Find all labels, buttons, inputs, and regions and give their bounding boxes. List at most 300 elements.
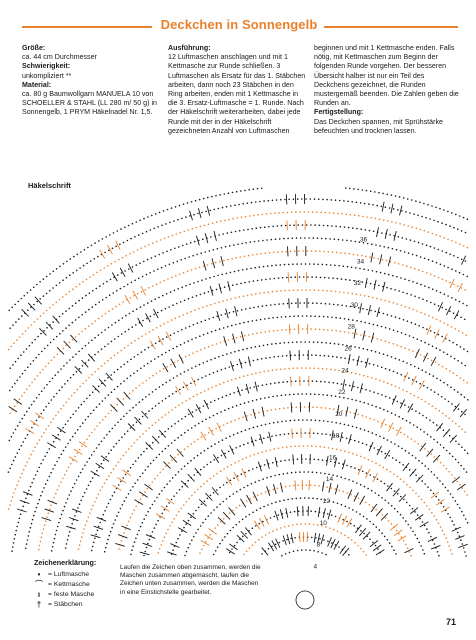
chain-stitch-mark <box>16 484 18 486</box>
chain-stitch-mark <box>220 342 222 344</box>
chain-stitch-mark <box>456 344 458 346</box>
double-crochet-mark <box>179 355 184 364</box>
chain-stitch-mark <box>228 192 230 194</box>
chain-stitch-mark <box>408 406 410 408</box>
double-crochet-mark <box>289 324 290 334</box>
chain-stitch-mark <box>428 344 430 346</box>
chain-stitch-mark <box>43 278 45 280</box>
chain-stitch-mark <box>105 547 107 549</box>
chain-stitch-mark <box>379 436 381 438</box>
chain-stitch-mark <box>207 464 209 466</box>
chain-stitch-mark <box>414 241 416 243</box>
chain-stitch-mark <box>31 342 33 344</box>
chain-stitch-mark <box>370 310 372 312</box>
chain-stitch-mark <box>237 475 239 477</box>
chain-stitch-mark <box>152 391 154 393</box>
chain-stitch-mark <box>56 461 58 463</box>
chain-stitch-mark <box>71 523 73 525</box>
chain-stitch-mark <box>255 542 257 544</box>
chain-stitch-mark <box>85 419 87 421</box>
chain-stitch-mark <box>374 191 376 193</box>
chain-stitch-mark <box>330 264 332 266</box>
chain-stitch-mark <box>96 447 98 449</box>
chain-stitch-mark <box>114 371 116 373</box>
chain-stitch-mark <box>145 469 147 471</box>
chain-stitch-mark <box>389 369 391 371</box>
chain-stitch-mark <box>79 267 81 269</box>
chain-stitch-mark <box>203 265 205 267</box>
chain-stitch-mark <box>68 325 70 327</box>
chain-stitch-mark <box>280 199 282 201</box>
chain-stitch-mark <box>327 225 329 227</box>
chain-stitch-mark <box>19 336 21 338</box>
chain-stitch-mark <box>37 443 39 445</box>
chain-stitch-mark <box>120 288 122 290</box>
chain-stitch-mark <box>169 264 171 266</box>
chain-stitch-mark <box>331 225 333 227</box>
chain-stitch-mark <box>47 345 49 347</box>
chain-stitch-mark <box>64 506 66 508</box>
double-crochet-mark <box>415 515 423 521</box>
chain-stitch-mark <box>278 474 280 476</box>
chain-stitch-mark <box>312 498 314 500</box>
chain-stitch-mark <box>391 356 393 358</box>
chain-stitch-mark <box>276 369 278 371</box>
chain-stitch-mark <box>107 377 109 379</box>
chain-stitch-mark <box>37 503 39 505</box>
chain-stitch-mark <box>132 486 134 488</box>
chain-stitch-mark <box>215 262 217 264</box>
chain-stitch-mark <box>254 267 256 269</box>
chain-stitch-mark <box>183 203 185 205</box>
chain-stitch-mark <box>319 329 321 331</box>
chain-stitch-mark <box>195 532 197 534</box>
chain-stitch-mark <box>416 282 418 284</box>
chain-stitch-mark <box>239 323 241 325</box>
chain-stitch-mark <box>393 473 395 475</box>
page-number: 71 <box>445 617 456 627</box>
chain-stitch-mark <box>36 301 38 303</box>
chain-stitch-mark <box>205 320 207 322</box>
chain-stitch-mark <box>141 291 143 293</box>
chain-stitch-mark <box>462 332 464 334</box>
chain-stitch-mark <box>191 427 193 429</box>
chain-stitch-mark <box>341 383 343 385</box>
chain-stitch-mark <box>319 316 321 318</box>
chain-stitch-mark <box>217 524 219 526</box>
chain-stitch-mark <box>313 237 315 239</box>
chain-stitch-mark <box>165 398 167 400</box>
chain-stitch-mark <box>244 190 246 192</box>
round-number-label: 16 <box>329 454 337 462</box>
chain-stitch-mark <box>435 408 437 410</box>
chain-stitch-mark <box>23 469 25 471</box>
chain-stitch-mark <box>252 512 254 514</box>
chain-stitch-mark <box>150 229 152 231</box>
double-crochet-mark <box>328 510 331 520</box>
double-crochet-mark <box>39 328 46 335</box>
double-crochet-icon: † <box>36 600 42 609</box>
chain-stitch-mark <box>301 263 303 265</box>
chain-stitch-mark <box>180 373 182 375</box>
chain-stitch-mark <box>302 224 304 226</box>
chain-stitch-mark <box>80 500 82 502</box>
chain-stitch-mark <box>334 238 336 240</box>
chain-stitch-mark <box>130 490 132 492</box>
chain-stitch-mark <box>357 189 359 191</box>
chain-stitch-mark <box>401 374 403 376</box>
chain-stitch-mark <box>135 538 137 540</box>
chain-stitch-mark <box>230 480 232 482</box>
chain-stitch-mark <box>136 439 138 441</box>
chain-stitch-mark <box>114 338 116 340</box>
chain-stitch-mark <box>409 422 411 424</box>
chain-stitch-mark <box>55 493 57 495</box>
chain-stitch-mark <box>262 521 264 523</box>
chain-stitch-mark <box>278 382 280 384</box>
chain-stitch-mark <box>287 303 289 305</box>
chain-stitch-mark <box>321 433 323 435</box>
chain-stitch-mark <box>111 391 113 393</box>
chain-stitch-mark <box>40 541 42 543</box>
chain-stitch-mark <box>157 520 159 522</box>
chain-stitch-mark <box>193 457 195 459</box>
chain-stitch-mark <box>177 454 179 456</box>
chain-stitch-mark <box>363 268 365 270</box>
chain-stitch-mark <box>335 291 337 293</box>
chain-stitch-mark <box>259 438 261 440</box>
chain-stitch-mark <box>104 551 106 553</box>
chain-stitch-mark <box>447 541 449 543</box>
chain-stitch-mark <box>402 292 404 294</box>
chain-stitch-mark <box>148 244 150 246</box>
chain-stitch-mark <box>317 524 319 526</box>
chain-stitch-mark <box>391 221 393 223</box>
chain-stitch-mark <box>449 453 451 455</box>
chain-stitch-mark <box>369 230 371 232</box>
chain-stitch-mark <box>166 366 168 368</box>
chain-stitch-mark <box>150 316 152 318</box>
chain-stitch-mark <box>333 304 335 306</box>
chain-stitch-mark <box>132 464 134 466</box>
chain-stitch-mark <box>408 452 410 454</box>
chain-stitch-mark <box>459 301 461 303</box>
chain-stitch-mark <box>300 341 302 343</box>
chain-stitch-mark <box>83 528 85 530</box>
chain-stitch-mark <box>240 489 242 491</box>
double-crochet-mark <box>420 380 425 389</box>
chain-stitch-mark <box>247 485 249 487</box>
chain-stitch-mark <box>347 201 349 203</box>
chain-stitch-mark <box>308 302 310 304</box>
chain-stitch-mark <box>335 396 337 398</box>
chain-stitch-mark <box>281 225 283 227</box>
chain-stitch-mark <box>349 188 351 190</box>
chain-stitch-mark <box>300 523 302 525</box>
chain-stitch-mark <box>37 336 39 338</box>
chain-stitch-mark <box>213 249 215 251</box>
chain-stitch-mark <box>282 355 284 357</box>
chain-stitch-mark <box>250 241 252 243</box>
chain-stitch-mark <box>98 494 100 496</box>
chain-stitch-mark <box>262 384 264 386</box>
chain-stitch-mark <box>240 336 242 338</box>
chain-stitch-mark <box>224 453 226 455</box>
chain-stitch-mark <box>398 263 400 265</box>
chain-stitch-mark <box>220 521 222 523</box>
chain-stitch-mark <box>173 495 175 497</box>
chain-stitch-mark <box>393 302 395 304</box>
double-crochet-mark <box>100 250 105 259</box>
chain-stitch-mark <box>328 277 330 279</box>
chain-stitch-mark <box>352 509 354 511</box>
chain-stitch-mark <box>180 232 182 234</box>
chain-stitch-mark <box>8 349 10 351</box>
chain-stitch-mark <box>373 257 375 259</box>
chain-stitch-mark <box>426 505 428 507</box>
chain-stitch-mark <box>232 510 234 512</box>
chain-stitch-mark <box>299 276 301 278</box>
chain-stitch-mark <box>271 503 273 505</box>
chain-stitch-mark <box>110 357 112 359</box>
chain-stitch-mark <box>440 292 442 294</box>
chain-stitch-mark <box>300 237 302 239</box>
chain-stitch-mark <box>201 436 203 438</box>
chain-stitch-mark <box>181 468 183 470</box>
legend-item <box>34 590 124 600</box>
chain-stitch-mark <box>406 265 408 267</box>
chain-stitch-mark <box>177 538 179 540</box>
chain-stitch-mark <box>298 224 300 226</box>
chain-stitch-mark <box>436 519 438 521</box>
chain-stitch-mark <box>367 403 369 405</box>
chain-stitch-mark <box>387 382 389 384</box>
chain-stitch-mark <box>138 530 140 532</box>
chain-stitch-mark <box>396 476 398 478</box>
chain-stitch-mark <box>344 318 346 320</box>
chain-stitch-mark <box>359 374 361 376</box>
chain-stitch-mark <box>307 276 309 278</box>
chain-stitch-mark <box>351 372 353 374</box>
chain-stitch-mark <box>255 227 257 229</box>
chain-stitch-mark <box>249 428 251 430</box>
chain-stitch-mark <box>290 251 292 253</box>
chain-stitch-mark <box>265 491 267 493</box>
chain-stitch-mark <box>314 315 316 317</box>
chain-stitch-mark <box>232 218 234 220</box>
chain-stitch-mark <box>213 492 215 494</box>
chain-stitch-mark <box>9 327 11 329</box>
chain-stitch-mark <box>253 360 255 362</box>
chain-stitch-mark <box>163 323 165 325</box>
chain-stitch-mark <box>107 360 109 362</box>
chain-stitch-mark <box>118 548 120 550</box>
chain-stitch-mark <box>86 263 88 265</box>
chain-stitch-mark <box>377 478 379 480</box>
chain-stitch-mark <box>131 549 133 551</box>
round-number-label: 12 <box>322 498 331 505</box>
chain-stitch-mark <box>424 553 426 555</box>
chain-stitch-mark <box>365 256 367 258</box>
chain-stitch-mark <box>81 404 83 406</box>
chain-stitch-mark <box>79 544 81 546</box>
chain-stitch-mark <box>223 327 225 329</box>
chain-stitch-mark <box>436 477 438 479</box>
chain-stitch-mark <box>389 234 391 236</box>
double-crochet-mark <box>188 409 193 418</box>
chain-stitch-mark <box>349 385 351 387</box>
chain-stitch-mark <box>195 268 197 270</box>
chain-stitch-mark <box>138 338 140 340</box>
chain-stitch-mark <box>409 469 411 471</box>
chain-stitch-mark <box>114 389 116 391</box>
chain-stitch-mark <box>429 218 431 220</box>
chain-stitch-mark <box>119 244 121 246</box>
chain-stitch-mark <box>153 460 155 462</box>
chain-stitch-mark <box>416 228 418 230</box>
chain-stitch-mark <box>321 238 323 240</box>
chain-stitch-mark <box>218 301 220 303</box>
chain-stitch-mark <box>278 212 280 214</box>
chain-stitch-mark <box>352 319 354 321</box>
chain-stitch-mark <box>256 467 258 469</box>
chain-stitch-mark <box>437 551 439 553</box>
chain-stitch-mark <box>172 477 174 479</box>
chain-stitch-mark <box>237 310 239 312</box>
chain-stitch-mark <box>49 290 51 292</box>
chain-stitch-mark <box>90 413 92 415</box>
chain-stitch-mark <box>133 373 135 375</box>
chain-stitch-mark <box>82 422 84 424</box>
chain-stitch-mark <box>273 489 275 491</box>
chain-stitch-mark <box>140 454 142 456</box>
chain-stitch-mark <box>451 212 453 214</box>
chain-stitch-mark <box>406 420 408 422</box>
chain-stitch-mark <box>86 398 88 400</box>
chain-stitch-mark <box>308 497 310 499</box>
chain-stitch-mark <box>237 217 239 219</box>
chain-stitch-mark <box>403 197 405 199</box>
chain-stitch-mark <box>340 226 342 228</box>
double-crochet-mark <box>373 473 378 482</box>
chain-stitch-mark <box>162 295 164 297</box>
chain-stitch-mark <box>269 490 271 492</box>
chain-stitch-mark <box>33 478 35 480</box>
chain-stitch-mark <box>465 232 467 234</box>
chain-stitch-mark <box>223 424 225 426</box>
chain-stitch-mark <box>452 342 454 344</box>
chain-stitch-mark <box>335 516 337 518</box>
chain-stitch-mark <box>197 281 199 283</box>
chain-stitch-mark <box>381 394 383 396</box>
chain-stitch-mark <box>130 427 132 429</box>
chain-stitch-mark <box>445 537 447 539</box>
chain-stitch-mark <box>102 419 104 421</box>
chain-stitch-mark <box>375 351 377 353</box>
chain-stitch-mark <box>387 539 389 541</box>
chain-stitch-mark <box>100 490 102 492</box>
chain-stitch-mark <box>247 229 249 231</box>
chain-stitch-mark <box>204 434 206 436</box>
chain-stitch-mark <box>234 297 236 299</box>
double-crochet-mark <box>431 492 439 498</box>
double-crochet-mark <box>454 310 459 319</box>
chain-stitch-mark <box>229 512 231 514</box>
chain-stitch-mark <box>208 223 210 225</box>
chain-stitch-mark <box>281 329 283 331</box>
chain-stitch-mark <box>253 215 255 217</box>
chain-stitch-mark <box>379 312 381 314</box>
chain-stitch-mark <box>45 483 47 485</box>
chain-stitch-mark <box>145 413 147 415</box>
chain-stitch-mark <box>368 431 370 433</box>
chain-stitch-mark <box>59 333 61 335</box>
double-crochet-mark <box>254 521 259 529</box>
chain-stitch-mark <box>218 398 220 400</box>
chain-stitch-mark <box>44 455 46 457</box>
chain-stitch-mark <box>134 280 136 282</box>
chain-stitch-mark <box>348 319 350 321</box>
double-crochet-mark <box>338 513 342 522</box>
chain-stitch-mark <box>22 506 24 508</box>
chain-stitch-mark <box>335 488 337 490</box>
chain-stitch-mark <box>92 477 94 479</box>
chain-stitch-mark <box>19 376 21 378</box>
chain-stitch-mark <box>25 438 27 440</box>
chain-stitch-mark <box>140 306 142 308</box>
chain-stitch-mark <box>399 359 401 361</box>
chain-stitch-mark <box>213 415 215 417</box>
chain-stitch-mark <box>223 260 225 262</box>
double-crochet-mark <box>69 457 78 462</box>
chain-stitch-mark <box>395 386 397 388</box>
chain-stitch-mark <box>203 405 205 407</box>
chain-stitch-mark <box>346 213 348 215</box>
chain-stitch-mark <box>107 539 109 541</box>
chain-stitch-mark <box>424 502 426 504</box>
chain-stitch-mark <box>63 450 65 452</box>
chain-stitch-mark <box>364 335 366 337</box>
chain-stitch-mark <box>449 311 451 313</box>
chain-stitch-mark <box>187 446 189 448</box>
single-crochet-icon: ı <box>37 590 41 599</box>
chain-stitch-mark <box>455 299 457 301</box>
chain-stitch-mark <box>188 498 190 500</box>
chain-stitch-mark <box>415 475 417 477</box>
chain-stitch-mark <box>260 332 262 334</box>
chain-stitch-mark <box>399 387 401 389</box>
chain-stitch-mark <box>383 246 385 248</box>
chain-stitch-mark <box>400 514 402 516</box>
chain-stitch-mark <box>231 232 233 234</box>
chain-stitch-mark <box>303 471 305 473</box>
double-crochet-mark <box>452 527 461 531</box>
chain-stitch-mark <box>200 226 202 228</box>
chain-stitch-mark <box>255 440 257 442</box>
chain-stitch-mark <box>57 353 59 355</box>
chain-stitch-mark <box>27 539 29 541</box>
double-crochet-mark <box>457 484 465 490</box>
chain-stitch-mark <box>103 437 105 439</box>
chain-stitch-mark <box>43 295 45 297</box>
chain-stitch-mark <box>412 379 414 381</box>
chain-stitch-mark <box>274 304 276 306</box>
chain-stitch-mark <box>391 488 393 490</box>
chain-stitch-mark <box>412 281 414 283</box>
chain-stitch-mark <box>53 396 55 398</box>
chain-stitch-mark <box>271 239 273 241</box>
chain-stitch-mark <box>244 335 246 337</box>
